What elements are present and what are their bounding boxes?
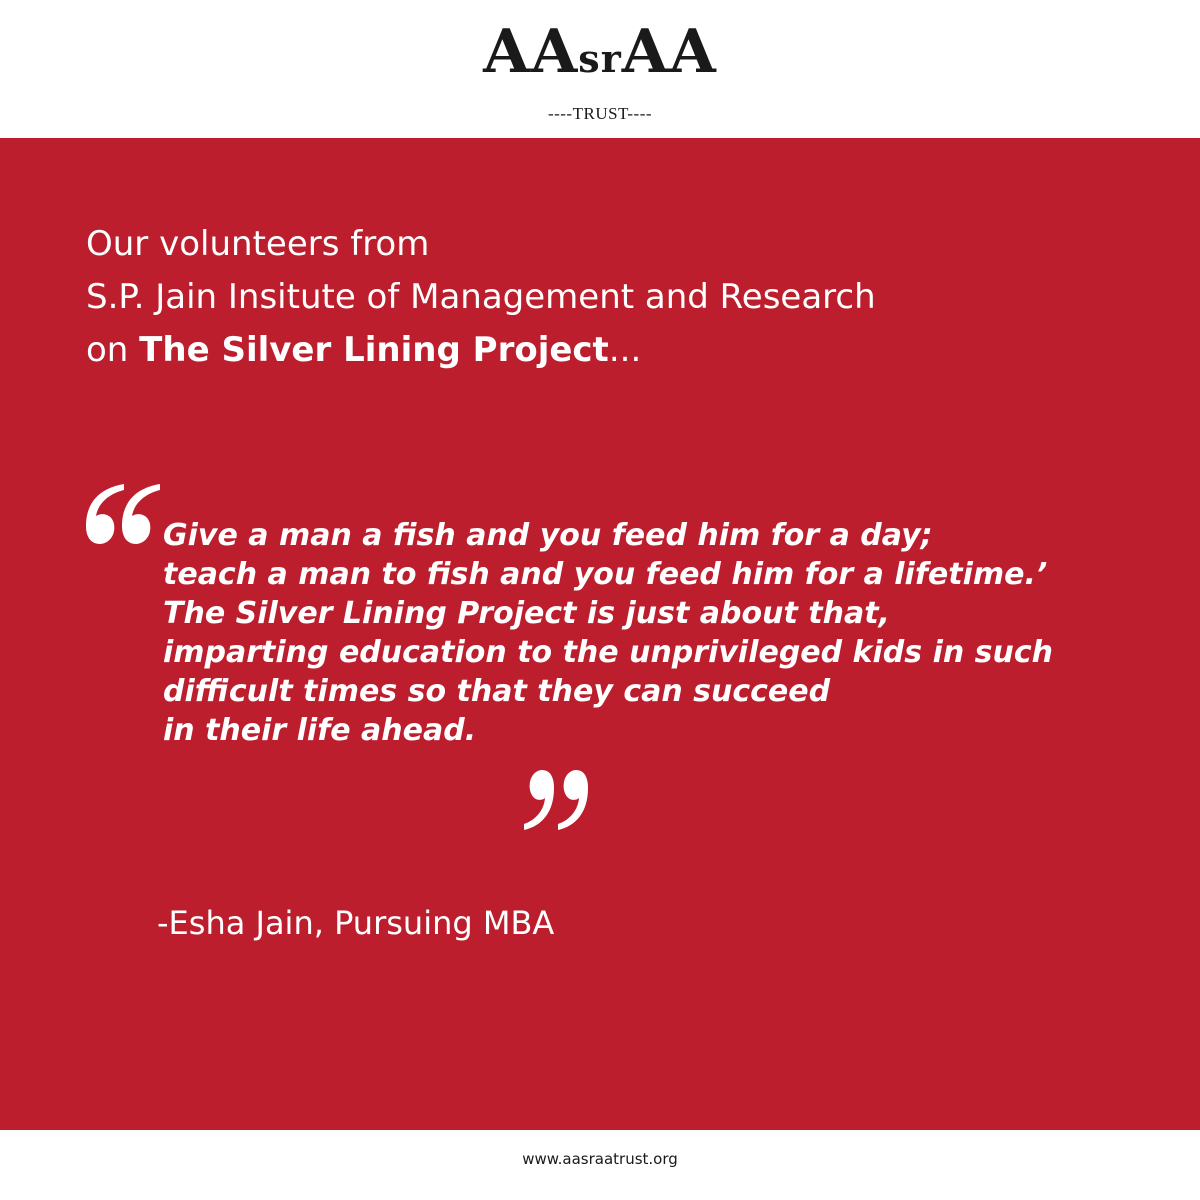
logo-letters-aa: AA	[621, 17, 717, 87]
logo-letter-2: A	[530, 17, 579, 87]
intro-line-2: S.P. Jain Insitute of Management and Research	[86, 277, 876, 317]
intro-text	[86, 218, 1146, 377]
quote-line-1: Give a man a fish and you feed him for a day;	[163, 518, 933, 553]
website-link[interactable]: www.aasraatrust.org	[522, 1150, 678, 1168]
content-panel	[0, 138, 1200, 1130]
footer	[0, 1130, 1200, 1200]
quote-line-5: difficult times so that they can succeed	[163, 674, 831, 709]
close-quote-icon	[524, 768, 590, 832]
quote-line-6: in their life ahead.	[163, 713, 477, 748]
logo-letters-sr: sr	[578, 36, 622, 81]
intro-line-3-suffix: ...	[608, 330, 642, 370]
logo-tagline: ----TRUST----	[547, 104, 653, 123]
quote-line-2: teach a man to fish and you feed him for a lifetime.’	[163, 557, 1048, 592]
quote-line-3: The Silver Lining Project is just about that,	[163, 596, 890, 631]
intro-line-3-prefix: on	[86, 330, 140, 370]
project-name: The Silver Lining Project	[139, 330, 609, 370]
intro-line-3	[86, 324, 1146, 377]
open-quote-icon	[84, 482, 160, 546]
header	[0, 0, 1200, 138]
quote-line-4: imparting education to the unprivileged kids in such	[163, 635, 1054, 670]
intro-line-1: Our volunteers from	[86, 224, 430, 264]
testimonial-quote	[163, 516, 1163, 750]
brand-logo	[0, 17, 1200, 87]
logo-letter-1: A	[483, 17, 531, 87]
quote-attribution: -Esha Jain, Pursuing MBA	[157, 904, 555, 942]
